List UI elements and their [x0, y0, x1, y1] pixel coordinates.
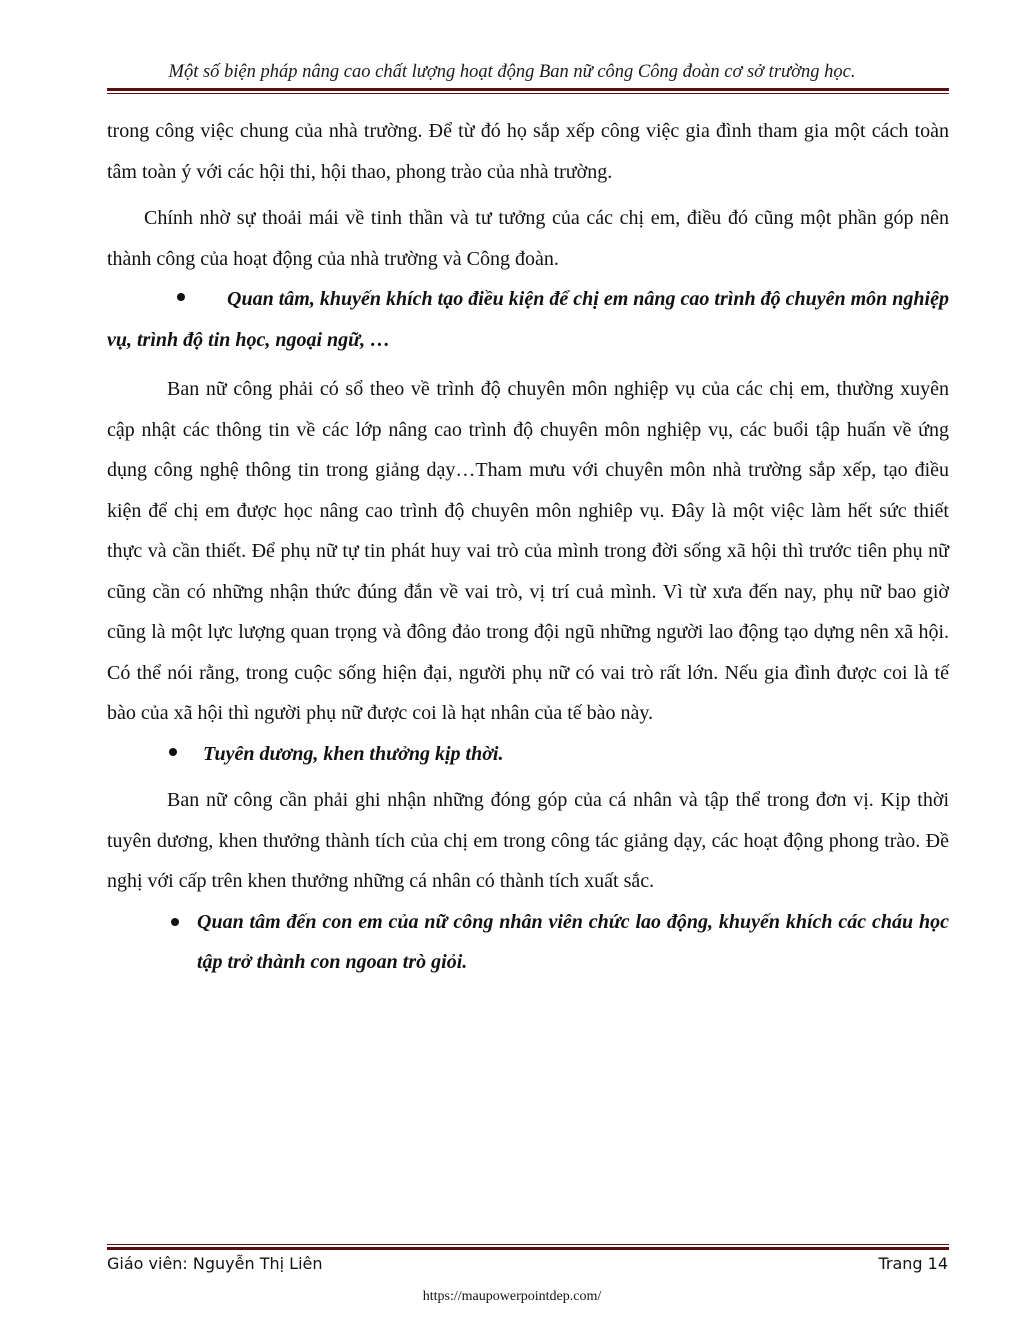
page-header-title: Một số biện pháp nâng cao chất lượng hoạt động Ban nữ công Công đoàn cơ sở trường học. — [168, 62, 856, 82]
bullet-heading-3 — [107, 902, 949, 983]
bullet-heading-1 — [107, 279, 949, 360]
footer-rule-thick — [107, 1247, 949, 1250]
footer-teacher: Giáo viên: Nguyễn Thị Liên — [107, 1254, 323, 1273]
bullet-heading-2-text: Tuyên dương, khen thưởng kịp thời. — [203, 742, 504, 765]
bullet-heading-3-text: Quan tâm đến con em của nữ công nhân viên chức lao động, khuyến khích các cháu học tập trở thành con ngoan trò giỏi. — [197, 910, 949, 973]
header-rule-thin — [107, 93, 949, 94]
header-rule-thick — [107, 88, 949, 91]
bullet-icon — [169, 748, 177, 756]
bullet-icon — [177, 293, 185, 301]
footer-page-number: Trang 14 — [878, 1254, 948, 1273]
bullet-heading-2 — [107, 734, 949, 775]
paragraph-1: trong công việc chung của nhà trường. Để từ đó họ sắp xếp công việc gia đình tham gia một cách toàn tâm toàn ý với các hội thi, hội thao, phong trào của nhà trường. — [107, 120, 949, 183]
paragraph-4: Ban nữ công cần phải ghi nhận những đóng góp của cá nhân và tập thể trong đơn vị. Kịp thời tuyên dương, khen thưởng thành tích của chị em trong công tác giảng dạy, các hoạt động phong trào. Đề nghị với cấp trên khen thưởng những cá nhân có thành tích xuất sắc. — [107, 789, 949, 892]
footer-rule-thin — [107, 1244, 949, 1245]
document-body — [107, 111, 949, 983]
footer-url: https://maupowerpointdep.com/ — [422, 1289, 602, 1304]
bullet-heading-1-text: Quan tâm, khuyến khích tạo điều kiện để chị em nâng cao trình độ chuyên môn nghiệp vụ, trình độ tin học, ngoại ngữ, … — [107, 288, 949, 351]
bullet-icon — [171, 918, 179, 926]
paragraph-3: Ban nữ công phải có sổ theo về trình độ chuyên môn nghiệp vụ của các chị em, thường xuyên cập nhật các thông tin về các lớp nâng cao trình độ chuyên môn nghiệp vụ, các buổi tập huấn về ứng dụng công nghệ thông tin trong giảng dạy…Tham mưu với chuyên môn nhà trường sắp xếp, tạo điều kiện để chị em được học nâng cao trình độ chuyên môn nghiêp vụ. Đây là một việc làm hết sức thiết thực và cần thiết. Để phụ nữ tự tin phát huy vai trò của mình trong đời sống xã hội thì trước tiên phụ nữ cũng cần có những nhận thức đúng đắn về vai trò, vị trí cuả mình. Vì từ xưa đến nay, phụ nữ bao giờ cũng là một lực lượng quan trọng và đông đảo trong đội ngũ những người lao động tạo dựng nên xã hội. Có thể nói rằng, trong cuộc sống hiện đại, người phụ nữ có vai trò rất lớn. Nếu gia đình được coi là tế bào của xã hội thì người phụ nữ được coi là hạt nhân của tế bào này. — [107, 378, 949, 724]
paragraph-2: Chính nhờ sự thoải mái về tinh thần và tư tưởng của các chị em, điều đó cũng một phần góp nên thành công của hoạt động của nhà trường và Công đoàn. — [107, 207, 949, 270]
